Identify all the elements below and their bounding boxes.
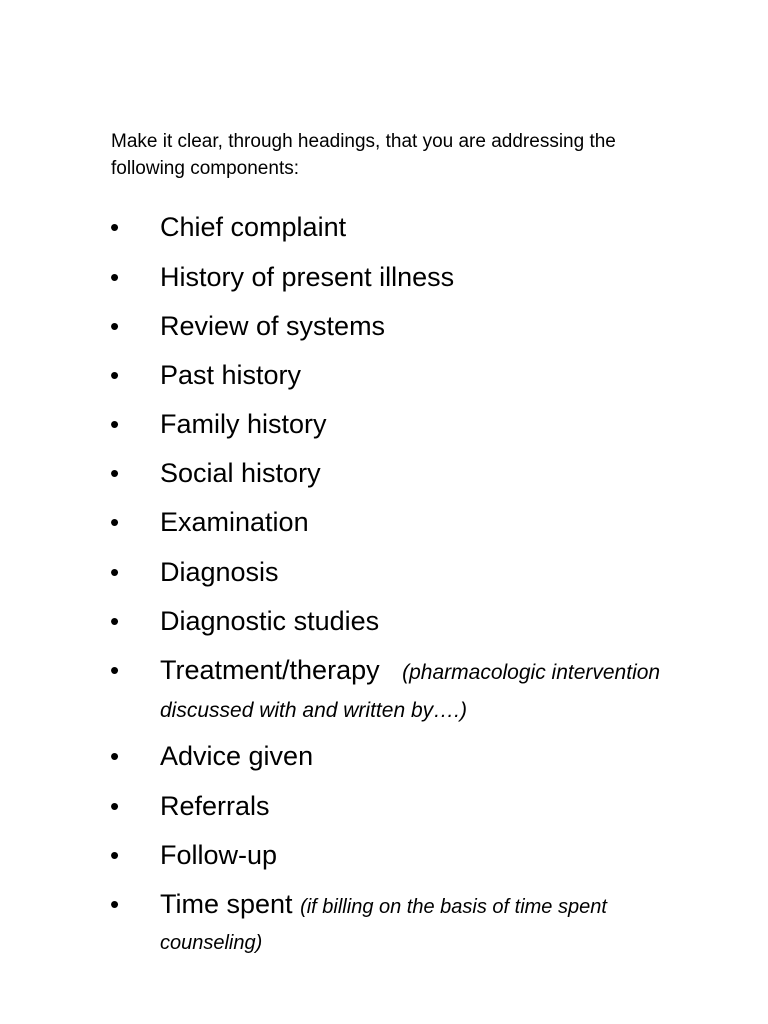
item-label: Past history bbox=[160, 360, 302, 390]
bullet-icon: • bbox=[110, 212, 120, 242]
item-note: (pharmacologic intervention bbox=[402, 661, 661, 684]
item-note-continued: discussed with and written by….) bbox=[160, 699, 467, 722]
item-note: (if billing on the basis of time spent bbox=[300, 896, 607, 918]
item-label: Social history bbox=[160, 458, 321, 488]
bullet-icon: • bbox=[110, 507, 120, 537]
intro-paragraph bbox=[111, 128, 711, 182]
bullet-icon: • bbox=[110, 741, 120, 771]
bullet-icon: • bbox=[110, 311, 120, 341]
item-label: Follow-up bbox=[160, 840, 278, 870]
bullet-icon: • bbox=[110, 791, 120, 821]
bullet-icon: • bbox=[110, 655, 120, 685]
intro-line-1: Make it clear, through headings, that you are addressing the bbox=[111, 131, 616, 152]
item-label-text: Time spent bbox=[160, 889, 293, 919]
item-label bbox=[160, 889, 607, 922]
intro-line-2: following components: bbox=[111, 158, 299, 179]
bullet-icon: • bbox=[110, 458, 120, 488]
item-label: Diagnostic studies bbox=[160, 606, 380, 636]
item-label bbox=[160, 655, 660, 688]
item-label: Examination bbox=[160, 507, 309, 537]
bullet-icon: • bbox=[110, 606, 120, 636]
item-label: Chief complaint bbox=[160, 212, 347, 242]
item-label: Referrals bbox=[160, 791, 270, 821]
item-label: Review of systems bbox=[160, 311, 386, 341]
item-label: History of present illness bbox=[160, 262, 455, 292]
item-label: Family history bbox=[160, 409, 327, 439]
bullet-icon: • bbox=[110, 557, 120, 587]
bullet-icon: • bbox=[110, 889, 120, 919]
item-label: Advice given bbox=[160, 741, 314, 771]
item-note-continued: counseling) bbox=[160, 932, 263, 954]
bullet-icon: • bbox=[110, 262, 120, 292]
item-label: Diagnosis bbox=[160, 557, 279, 587]
item-label-text: Treatment/therapy bbox=[160, 655, 380, 685]
bullet-icon: • bbox=[110, 360, 120, 390]
bullet-icon: • bbox=[110, 409, 120, 439]
bullet-icon: • bbox=[110, 840, 120, 870]
